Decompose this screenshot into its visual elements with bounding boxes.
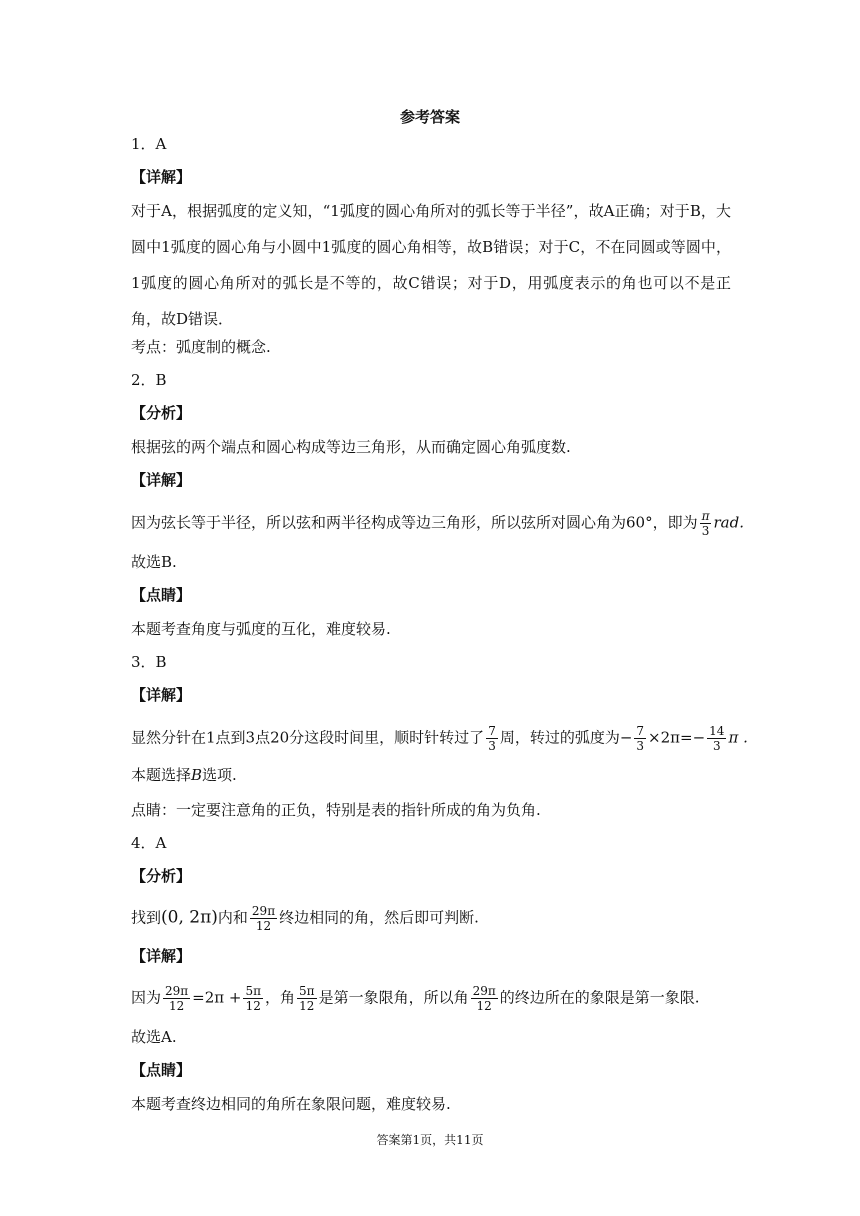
q4-analysis-line: 找到(0, 2π)内和 $\frac{29\pi}{12}$ 终边相同的角，然后即可判断. bbox=[131, 904, 479, 933]
q2-note: 本题考查角度与弧度的互化，难度较易. bbox=[131, 620, 391, 638]
q2-detail-line bbox=[131, 509, 744, 538]
q2-detail-heading: 【详解】 bbox=[131, 471, 192, 489]
q1-detail-paragraph: 对于A，根据弧度的定义知，“1弧度的圆心角所对的弧长等于半径”，故A正确；对于B，大圆中1弧度的圆心角与小圆中1弧度的圆心角相等，故B错误；对于C，不在同圆或等圆中，1弧度的圆心角所对的弧长是不等的，故C错误；对于D，用弧度表示的角也可以不是正角，故D错误． bbox=[131, 202, 731, 328]
fraction-7-3: $\frac{7}{3}$ bbox=[488, 724, 496, 753]
q4-note-heading: 【点睛】 bbox=[131, 1061, 192, 1079]
q2-detail-text: 因为弦长等于半径，所以弦和两半径构成等边三角形，所以弦所对圆心角为60°，即为 bbox=[131, 513, 698, 532]
q4-analysis-heading: 【分析】 bbox=[131, 867, 192, 885]
q2-analysis-heading: 【分析】 bbox=[131, 404, 192, 422]
interval-0-2pi: (0, 2π) bbox=[161, 907, 218, 928]
page-title: 参考答案 bbox=[399, 108, 460, 126]
q4-note: 本题考查终边相同的角所在象限问题，难度较易. bbox=[131, 1095, 451, 1113]
fraction-14-3: $\frac{14}{3}$ bbox=[709, 724, 725, 753]
q3-number: 3．B bbox=[131, 653, 167, 671]
q1-detail-heading: 【详解】 bbox=[131, 168, 192, 186]
page-footer: 答案第1页，共11页 bbox=[376, 1133, 484, 1147]
q1-number: 1．A bbox=[131, 135, 167, 153]
q4-choose: 故选A. bbox=[131, 1028, 177, 1046]
fraction-5pi-12-a: $\frac{5\pi}{12}$ bbox=[245, 984, 262, 1013]
q3-note: 点睛：一定要注意角的正负，特别是表的指针所成的角为负角. bbox=[131, 801, 541, 819]
q1-kaodian: 考点：弧度制的概念. bbox=[131, 338, 271, 356]
q2-number: 2．B bbox=[131, 371, 167, 389]
q3-choose: 本题选择B选项. bbox=[131, 766, 237, 784]
q4-detail-heading: 【详解】 bbox=[131, 947, 192, 965]
fraction-29pi-12-b: $\frac{29\pi}{12}$ bbox=[472, 984, 496, 1013]
q2-analysis-text: 根据弦的两个端点和圆心构成等边三角形，从而确定圆心角弧度数. bbox=[131, 438, 571, 456]
fraction-29pi-12: $\frac{29\pi}{12}$ bbox=[251, 904, 276, 933]
fraction-7-3-b: $\frac{7}{3}$ bbox=[636, 724, 645, 753]
fraction-5pi-12-b: $\frac{5\pi}{12}$ bbox=[299, 984, 315, 1013]
q2-note-heading: 【点睛】 bbox=[131, 586, 192, 604]
q3-detail-line: 显然分针在1点到3点20分这段时间里，顺时针转过了 $\frac{7}{3}$ 周，转过的弧度为− $\frac{7}{3}$ ×2π=− $\frac{14}{3}$ π . bbox=[131, 724, 748, 753]
pi-over-3-fraction: $\frac{\pi}{3}$ bbox=[701, 509, 710, 538]
q3-detail-heading: 【详解】 bbox=[131, 686, 192, 704]
q4-number: 4．A bbox=[131, 834, 167, 852]
fraction-29pi-12-a: $\frac{29\pi}{12}$ bbox=[165, 984, 189, 1013]
q2-choose: 故选B. bbox=[131, 553, 177, 571]
rad-unit: rad. bbox=[713, 513, 744, 532]
q4-detail-line: 因为 $\frac{29\pi}{12}$ =2π + $\frac{5\pi}{12}$ ，角 $\frac{5\pi}{12}$ 是第一象限角，所以角 $\frac{29\pi}{12}$ 的终边所在的象限是第一象限. bbox=[131, 984, 700, 1013]
